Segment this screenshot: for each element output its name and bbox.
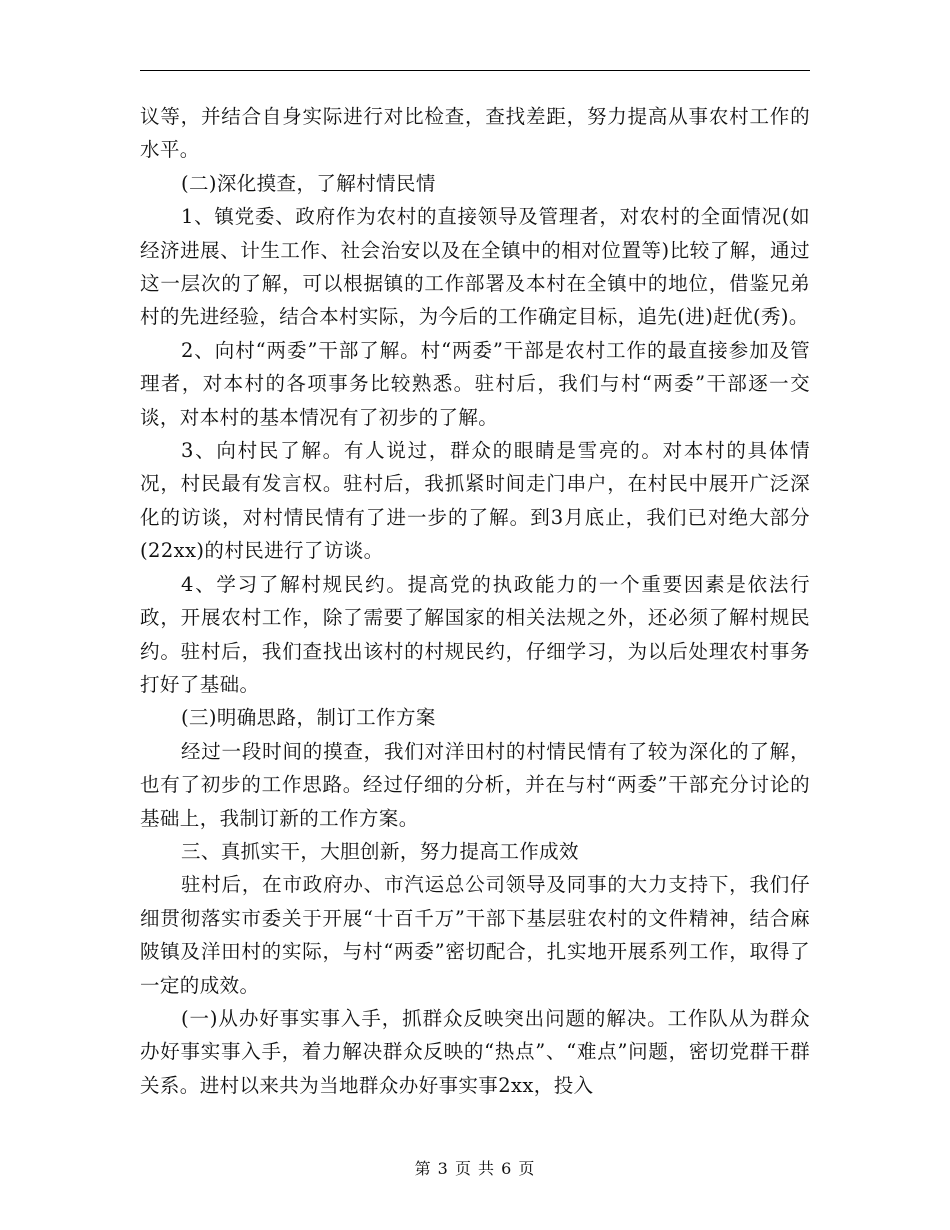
- paragraph-1: 议等，并结合自身实际进行对比检查，查找差距，努力提高从事农村工作的水平。: [140, 105, 810, 162]
- paragraph-subsection-one: (一)从办好事实事入手，抓群众反映突出问题的解决。工作队从为群众办好事实事入手，着力解决群众反映的“热点”、“难点”问题，密切党群干群关系。进村以来共为当地群众办好事实事2xx，投入: [140, 1006, 810, 1097]
- paragraph-work-summary: 驻村后，在市政府办、市汽运总公司领导及同事的大力支持下，我们仔细贯彻落实市委关于开展“十百千万”干部下基层驻农村的文件精神，结合麻陂镇及洋田村的实际，与村“两委”密切配合，扎实地开展系列工作，取得了一定的成效。: [140, 873, 810, 997]
- paragraph-item-2: 2、向村“两委”干部了解。村“两委”干部是农村工作的最直接参加及管理者，对本村的各项事务比较熟悉。驻村后，我们与村“两委”干部逐一交谈，对本村的基本情况有了初步的了解。: [140, 338, 810, 429]
- document-body: [140, 100, 810, 1102]
- paragraph-item-1: 1、镇党委、政府作为农村的直接领导及管理者，对农村的全面情况(如经济进展、计生工作、社会治安以及在全镇中的相对位置等)比较了解，通过这一层次的了解，可以根据镇的工作部署及本村在全镇中的地位，借鉴兄弟村的先进经验，结合本村实际，为今后的工作确定目标，追先(进)赶优(秀)。: [140, 205, 810, 329]
- paragraph-plan: 经过一段时间的摸查，我们对洋田村的村情民情有了较为深化的了解，也有了初步的工作思路。经过仔细的分析，并在与村“两委”干部充分讨论的基础上，我制订新的工作方案。: [140, 739, 810, 830]
- section-heading-deepen-survey: (二)深化摸查，了解村情民情: [180, 171, 436, 195]
- page-footer: 第 3 页 共 6 页: [414, 1159, 536, 1178]
- paragraph-item-4: 4、学习了解村规民约。提高党的执政能力的一个重要因素是依法行政，开展农村工作，除了需要了解国家的相关法规之外，还必须了解村规民约。驻村后，我们查找出该村的村规民约，仔细学习，为以后处理农村事务打好了基础。: [140, 572, 810, 696]
- section-heading-three: 三、真抓实干，大胆创新，努力提高工作成效: [180, 839, 579, 863]
- header-rule: [140, 70, 810, 71]
- paragraph-item-3: 3、向村民了解。有人说过，群众的眼睛是雪亮的。对本村的具体情况，村民最有发言权。驻村后，我抓紧时间走门串户，在村民中展开广泛深化的访谈，对村情民情有了进一步的了解。到3月底止，我们已对绝大部分(22xx)的村民进行了访谈。: [140, 439, 810, 563]
- section-heading-clarify-ideas: (三)明确思路，制订工作方案: [180, 706, 436, 730]
